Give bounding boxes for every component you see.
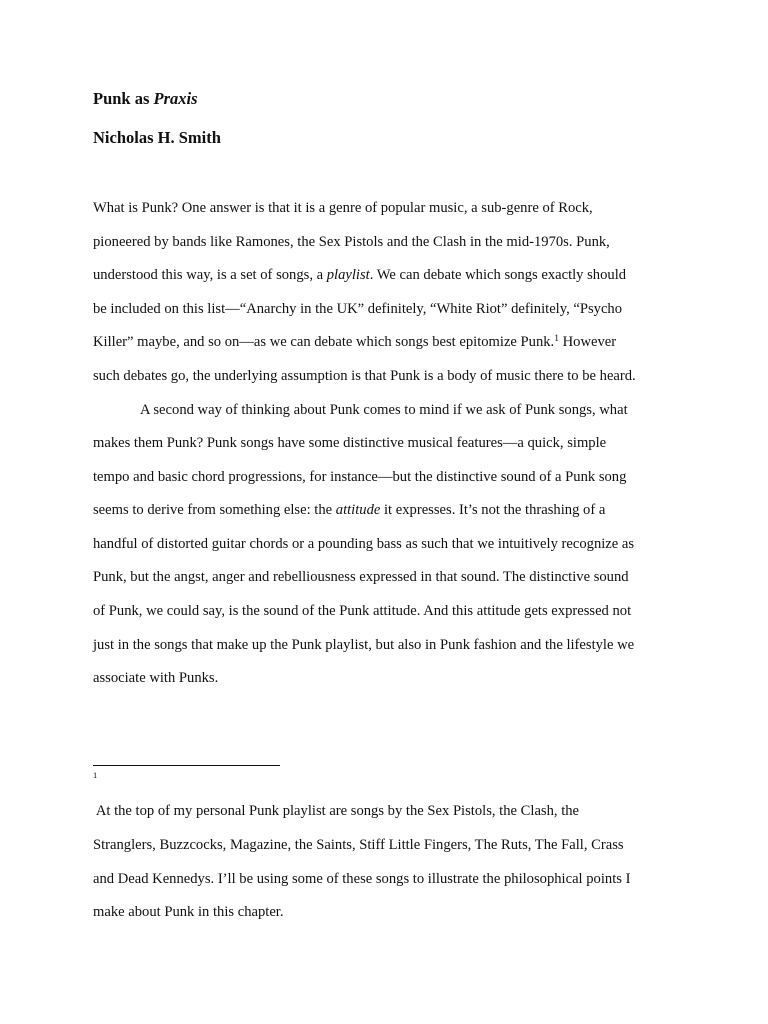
body-line: pioneered by bands like Ramones, the Sex Pistols and the Clash in the mid-1970s. Punk, xyxy=(93,234,610,250)
body-line: be included on this list—“Anarchy in the UK” definitely, “White Riot” definitely, “Psycho xyxy=(93,301,623,317)
body-line: handful of distorted guitar chords or a pounding bass as such that we intuitively recognize as xyxy=(93,536,635,552)
footnote-line: At the top of my personal Punk playlist are songs by the Sex Pistols, the Clash, the xyxy=(93,803,580,819)
body-line: just in the songs that make up the Punk playlist, but also in Punk fashion and the lifestyle we xyxy=(93,637,635,653)
body-text: seems to derive from something else: the xyxy=(93,502,336,518)
body-line: A second way of thinking about Punk comes to mind if we ask of Punk songs, what xyxy=(140,402,628,418)
footnote-line: make about Punk in this chapter. xyxy=(93,904,284,920)
body-line: Punk, but the angst, anger and rebelliousness expressed in that sound. The distinctive sound xyxy=(93,569,629,585)
body-line: such debates go, the underlying assumption is that Punk is a body of music there to be heard. xyxy=(93,368,636,384)
body-text: Killer” maybe, and so on—as we can debate which songs best epitomize Punk. xyxy=(93,334,555,350)
footnote-line: Stranglers, Buzzcocks, Magazine, the Saints, Stiff Little Fingers, The Ruts, The Fall, Crass xyxy=(93,837,624,853)
chapter-title xyxy=(93,88,198,110)
italic-term: playlist xyxy=(326,267,370,283)
body-line: associate with Punks. xyxy=(93,670,219,686)
body-text: However xyxy=(558,334,617,350)
footnote-mark: 1 xyxy=(93,770,98,780)
body-line xyxy=(93,333,616,351)
body-line: makes them Punk? Punk songs have some distinctive musical features—a quick, simple xyxy=(93,435,607,451)
chapter-title-text: Punk as xyxy=(93,89,154,108)
footnote-separator xyxy=(93,765,280,766)
body-line xyxy=(93,266,626,284)
footnote-reference[interactable]: 1 xyxy=(554,334,559,344)
body-text: . We can debate which songs exactly should xyxy=(369,267,627,283)
italic-term: attitude xyxy=(335,502,381,518)
body-line: What is Punk? One answer is that it is a genre of popular music, a sub-genre of Rock, xyxy=(93,200,593,216)
body-line xyxy=(93,501,605,519)
author-name: Nicholas H. Smith xyxy=(93,128,221,147)
body-text: understood this way, is a set of songs, a xyxy=(93,267,327,283)
chapter-title-italic: Praxis xyxy=(153,89,198,108)
body-line: tempo and basic chord progressions, for instance—but the distinctive sound of a Punk song xyxy=(93,469,627,485)
body-text: it expresses. It’s not the thrashing of a xyxy=(380,502,606,518)
body-line: of Punk, we could say, is the sound of the Punk attitude. And this attitude gets expressed not xyxy=(93,603,632,619)
footnote-line: and Dead Kennedys. I’ll be using some of these songs to illustrate the philosophical points I xyxy=(93,871,631,887)
